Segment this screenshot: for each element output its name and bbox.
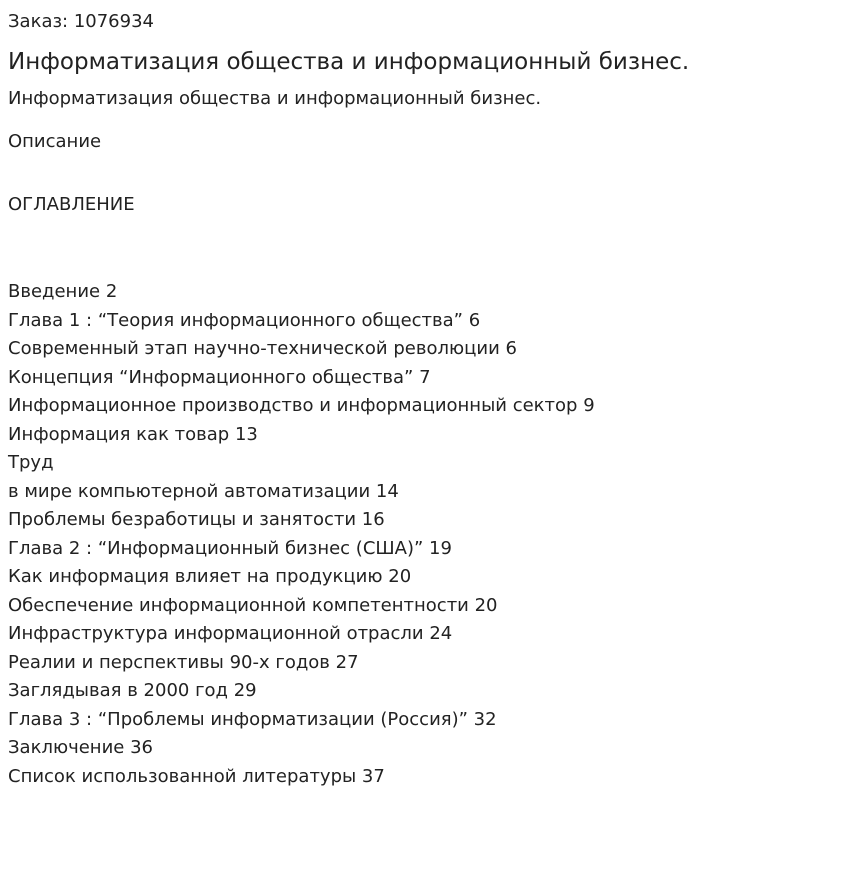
toc-item: Как информация влияет на продукцию 20 — [8, 566, 412, 587]
table-of-contents — [8, 278, 595, 791]
toc-item: Труд — [8, 452, 54, 473]
page-subtitle: Информатизация общества и информационный бизнес. — [8, 88, 542, 109]
toc-item: Концепция “Информационного общества” 7 — [8, 366, 431, 388]
toc-item: Введение 2 — [8, 281, 118, 302]
toc-item: Заглядывая в 2000 год 29 — [8, 680, 257, 701]
page-title: Информатизация общества и информационный бизнес. — [8, 49, 690, 75]
toc-heading: ОГЛАВЛЕНИЕ — [8, 194, 135, 215]
description-heading: Описание — [8, 131, 102, 152]
toc-item: Проблемы безработицы и занятости 16 — [8, 509, 385, 530]
toc-item: Информация как товар 13 — [8, 423, 258, 445]
order-number: Заказ: 1076934 — [8, 11, 154, 32]
toc-item: Глава 2 : “Информационный бизнес (США)” 19 — [8, 537, 452, 559]
toc-item: Информационное производство и информационный сектор 9 — [8, 395, 595, 416]
toc-item: Обеспечение информационной компетентности 20 — [8, 594, 498, 616]
toc-item: Глава 3 : “Проблемы информатизации (Россия)” 32 — [8, 708, 497, 730]
toc-item: Реалии и перспективы 90-х годов 27 — [8, 651, 359, 673]
toc-item: Заключение 36 — [8, 737, 153, 758]
toc-item: Глава 1 : “Теория информационного общества” 6 — [8, 309, 481, 331]
toc-item: в мире компьютерной автоматизации 14 — [8, 480, 399, 502]
toc-item: Современный этап научно-технической революции 6 — [8, 338, 517, 359]
toc-item: Список использованной литературы 37 — [8, 765, 385, 787]
toc-item: Инфраструктура информационной отрасли 24 — [8, 623, 453, 644]
